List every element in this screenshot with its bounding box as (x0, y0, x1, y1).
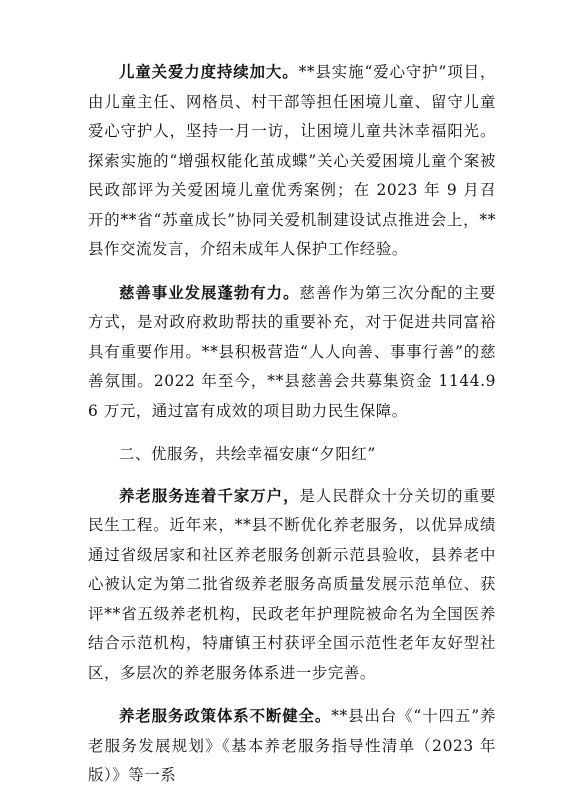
paragraph-text: 慈善作为第三次分配的主要方式，是对政府救助帮扶的重要补充，对于促进共同富裕具有重要作用。**县积极营造“人人向善、事事行善”的慈善氛围。2022 年至今，**县慈善会共募集资金 1144.96 万元，通过富有成效的项目助力民生保障。 (88, 283, 496, 420)
paragraph-lead: 慈善事业发展蓬勃有力。 (119, 283, 300, 302)
paragraph-charity (88, 279, 496, 427)
paragraph-text: 是人民群众十分关切的重要民生工程。近年来，**县不断优化养老服务，以优异成绩通过省级居家和社区养老服务创新示范县验收，县养老中心被认定为第二批省级养老服务高质量发展示范单位、获评**省五级养老机构，民政老年护理院被命名为全国医养结合示范机构，特庸镇王村获评全国示范性老年友好型社区，多层次的养老服务体系进一步完善。 (88, 486, 496, 682)
paragraph-text: **县实施“爱心守护”项目，由儿童主任、网格员、村干部等担任困境儿童、留守儿童爱心守护人，坚持一月一访，让困境儿童共沐幸福阳光。探索实施的“增强权能化茧成蝶”关心关爱困境儿童个案被民政部评为关爱困境儿童优秀案例；在 2023 年 9 月召开的**省“苏童成长”协同关爱机制建设试点推进会上，**县作交流发言，介绍未成年人保护工作经验。 (88, 63, 496, 258)
paragraph-child-care (88, 58, 496, 265)
section-heading (88, 440, 496, 470)
paragraph-lead: 养老服务连着千家万户， (119, 486, 300, 505)
document-body (88, 58, 496, 805)
paragraph-lead: 养老服务政策体系不断健全。 (119, 707, 332, 725)
section-heading-text: 二、优服务，共绘幸福安康“夕阳红” (119, 445, 376, 463)
paragraph-text: **县出台《“十四五”养老服务发展规划》《基本养老服务指导性清单（2023 年版）》等一系 (88, 707, 496, 784)
paragraph-lead: 儿童关爱力度持续加大。 (119, 63, 299, 81)
paragraph-elderly-care (88, 482, 496, 689)
paragraph-elderly-policy (88, 702, 496, 791)
